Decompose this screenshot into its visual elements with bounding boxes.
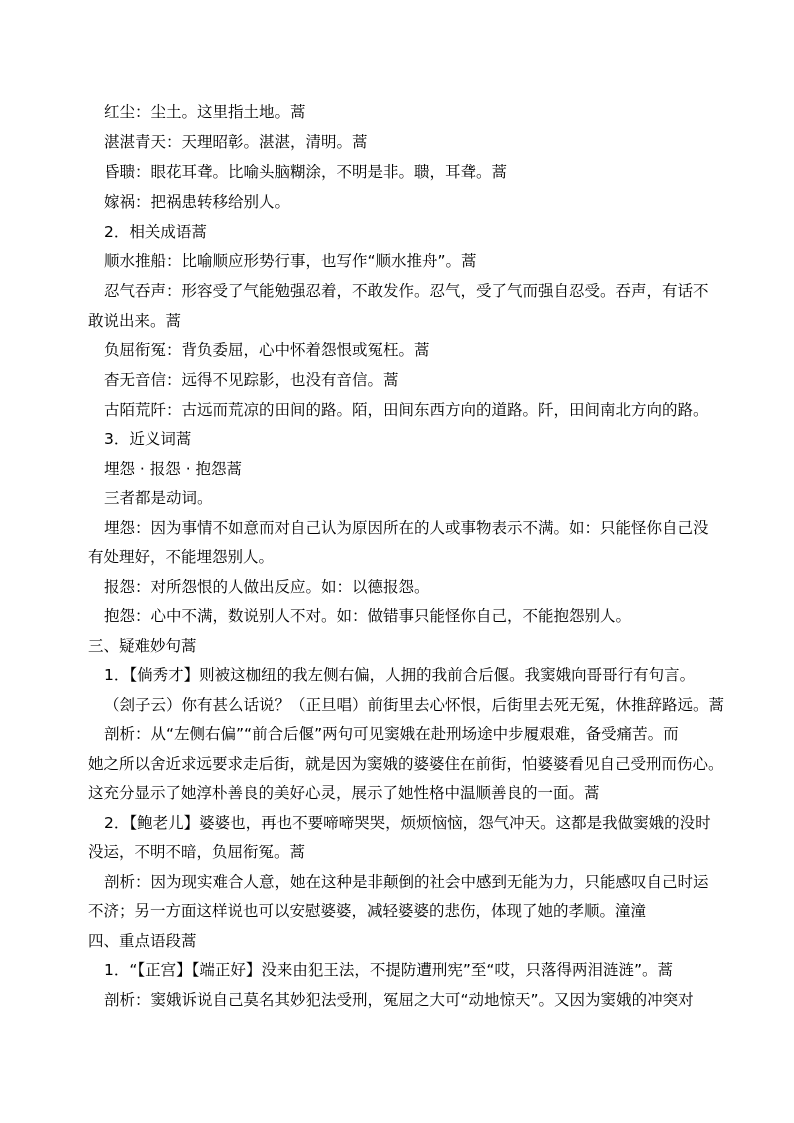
text-line: （刽子云）你有甚么话说？（正旦唱）前街里去心怀恨，后街里去死无冤，休推辞路远。蒿 [104,696,725,714]
section-heading: 2．相关成语蒿 [104,223,207,241]
text-line: 湛湛青天：天理昭彰。湛湛，清明。蒿 [104,133,368,151]
text-line: 报怨：对所怨恨的人做出反应。如：以德报怨。 [104,578,430,596]
text-line: 1．“【正宫】【端正好】没来由犯王法，不提防遭刑宪”至“哎，只落得两泪涟涟”。蒿 [104,961,673,979]
text-line: 她之所以舍近求远要求走后街，就是因为窦娥的婆婆住在前街，怕婆婆看见自己受刑而伤心。 [88,755,724,773]
section-heading: 四、重点语段蒿 [88,932,197,950]
text-line: 杳无音信：远得不见踪影，也没有音信。蒿 [104,371,399,389]
text-line: 剖析：因为现实难合人意，她在这种是非颠倒的社会中感到无能为力，只能感叹自己时运 [104,873,709,891]
text-line: 负屈衔冤：背负委屈，心中怀着怨恨或冤枉。蒿 [104,341,430,359]
text-line: 红尘：尘土。这里指土地。蒿 [104,103,306,121]
text-line: 1．【倘秀才】则被这枷纽的我左侧右偏，人拥的我前合后偃。我窦娥向哥哥行有句言。 [104,666,696,684]
text-line: 没运，不明不暗，负屈衔冤。蒿 [88,843,306,861]
text-line: 剖析：从“左侧右偏”“前合后偃”两句可见窦娥在赴刑场途中步履艰难，备受痛苦。而 [104,725,679,743]
text-line: 忍气吞声：形容受了气能勉强忍着，不敢发作。忍气，受了气而强自忍受。吞声，有话不 [104,282,709,300]
text-line: 埋怨：因为事情不如意而对自己认为原因所在的人或事物表示不满。如：只能怪你自己没 [104,519,709,537]
text-line: 埋怨 · 报怨 · 抱怨蒿 [104,460,243,478]
text-line: 这充分显示了她淳朴善良的美好心灵，展示了她性格中温顺善良的一面。蒿 [88,784,600,802]
text-line: 三者都是动词。 [104,489,213,507]
text-line: 顺水推船：比喻顺应形势行事，也写作“顺水推舟”。蒿 [104,252,477,270]
text-line: 古陌荒阡：古远而荒凉的田间的路。陌，田间东西方向的道路。阡，田间南北方向的路。 [104,401,709,419]
text-line: 不济；另一方面这样说也可以安慰婆婆，减轻婆婆的悲伤，体现了她的孝顺。潼潼 [88,902,647,920]
text-line: 有处理好，不能埋怨别人。 [88,548,275,566]
text-line: 2．【鲍老儿】婆婆也，再也不要啼啼哭哭，烦烦恼恼，怨气冲天。这都是我做窦娥的没时 [104,814,711,832]
section-heading: 3．近义词蒿 [104,430,192,448]
text-line: 昏聩：眼花耳聋。比喻头脑糊涂，不明是非。聩，耳聋。蒿 [104,163,508,181]
text-line: 敢说出来。蒿 [88,312,182,330]
text-line: 抱怨：心中不满，数说别人不对。如：做错事只能怪你自己，不能抱怨别人。 [104,607,632,625]
section-heading: 三、疑难妙句蒿 [88,637,197,655]
text-line: 嫁祸：把祸患转移给别人。 [104,193,291,211]
text-line: 剖析：窦娥诉说自己莫名其妙犯法受刑，冤屈之大可“动地惊天”。又因为窦娥的冲突对 [104,991,694,1009]
